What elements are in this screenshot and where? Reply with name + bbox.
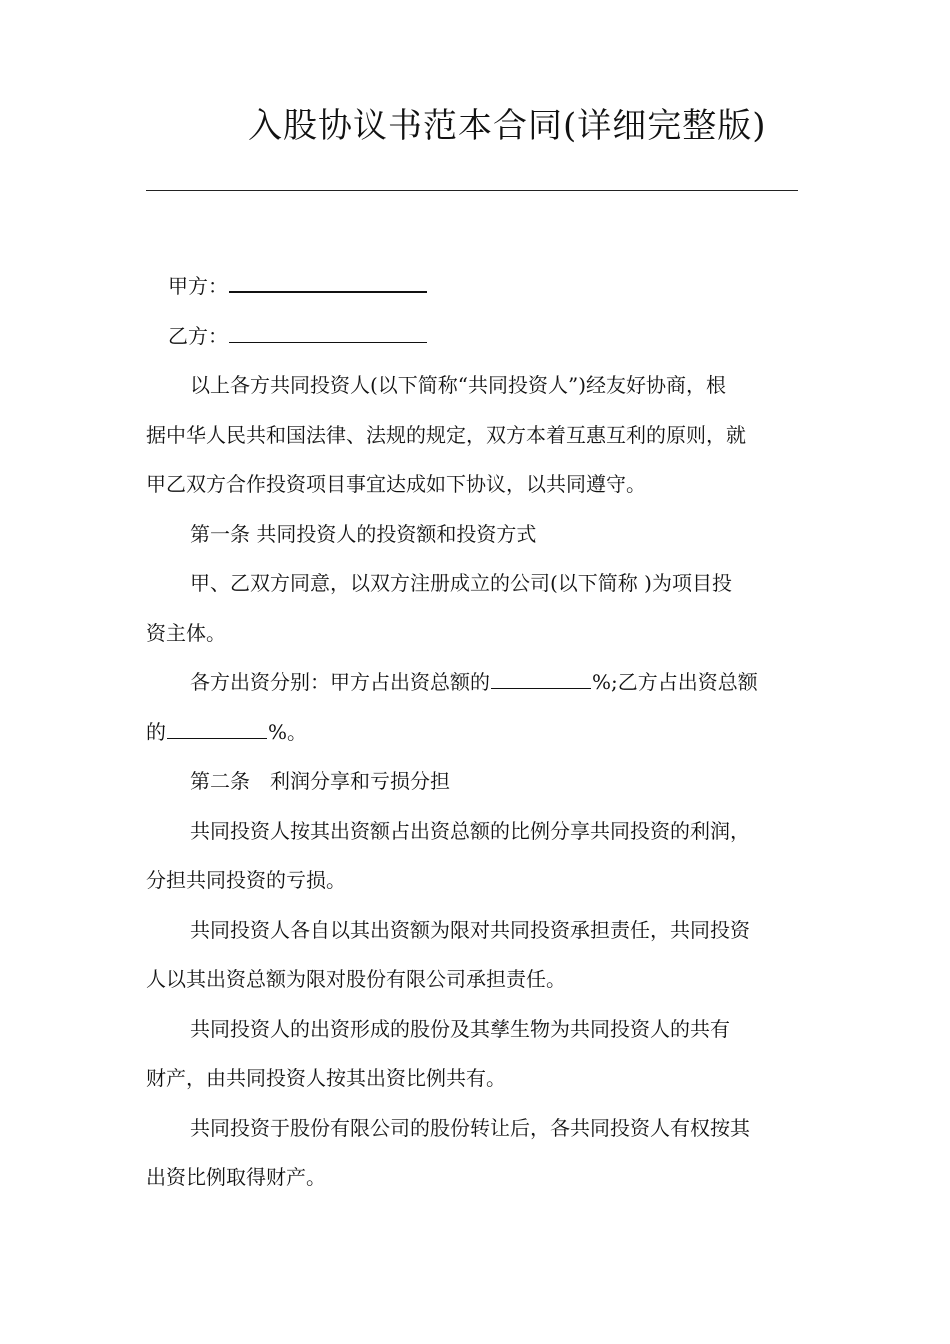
- party-a-line: [146, 262, 810, 312]
- document-title: 入股协议书范本合同(详细完整版): [248, 106, 767, 146]
- contribution-text: 的: [146, 719, 166, 744]
- party-a-blank: [229, 271, 427, 293]
- contribution-text: %;乙方占出资总额: [592, 670, 758, 694]
- article-2-paragraph-line: 共同投资人的出资形成的股份及其孳生物为共同投资人的共有: [190, 1016, 730, 1041]
- party-b-percent-blank: [167, 718, 267, 739]
- party-b-label: 乙方：: [168, 323, 228, 348]
- article-2-title: 第二条 利润分享和亏损分担: [190, 769, 450, 793]
- article-2-paragraph-line: 共同投资人各自以其出资额为限对共同投资承担责任，共同投资: [190, 917, 750, 942]
- intro-line: 以上各方共同投资人(以下简称“共同投资人”)经友好协商，根: [190, 373, 727, 397]
- contribution-line: [146, 708, 810, 758]
- party-b-blank: [229, 322, 427, 343]
- party-a-label: 甲方：: [168, 274, 228, 298]
- article-1-paragraph-line: 资主体。: [146, 620, 226, 645]
- party-b-line: [146, 312, 810, 362]
- article-2-paragraph-line: 出资比例取得财产。: [146, 1165, 326, 1189]
- contribution-text: 各方出资分别：甲方占出资总额的: [190, 670, 490, 694]
- party-a-percent-blank: [491, 668, 591, 689]
- contribution-line: [146, 658, 810, 708]
- intro-line: 甲乙双方合作投资项目事宜达成如下协议，以共同遵守。: [146, 472, 646, 496]
- article-1-paragraph-line: 甲、乙双方同意，以双方注册成立的公司(以下简称 )为项目投: [190, 571, 732, 595]
- article-2-paragraph-line: 分担共同投资的亏损。: [146, 868, 346, 892]
- contribution-text: %。: [268, 719, 308, 744]
- article-2-paragraph-line: 共同投资于股份有限公司的股份转让后，各共同投资人有权按其: [190, 1115, 750, 1140]
- intro-line: 据中华人民共和国法律、法规的规定，双方本着互惠互利的原则，就: [146, 422, 746, 447]
- article-2-paragraph-line: 共同投资人按其出资额占出资总额的比例分享共同投资的利润，: [190, 818, 750, 843]
- title-divider: [146, 190, 798, 191]
- article-1-title: 第一条 共同投资人的投资额和投资方式: [190, 521, 537, 546]
- article-2-paragraph-line: 人以其出资总额为限对股份有限公司承担责任。: [146, 967, 566, 991]
- article-2-paragraph-line: 财产，由共同投资人按其出资比例共有。: [146, 1066, 506, 1090]
- document-body: [146, 262, 810, 1203]
